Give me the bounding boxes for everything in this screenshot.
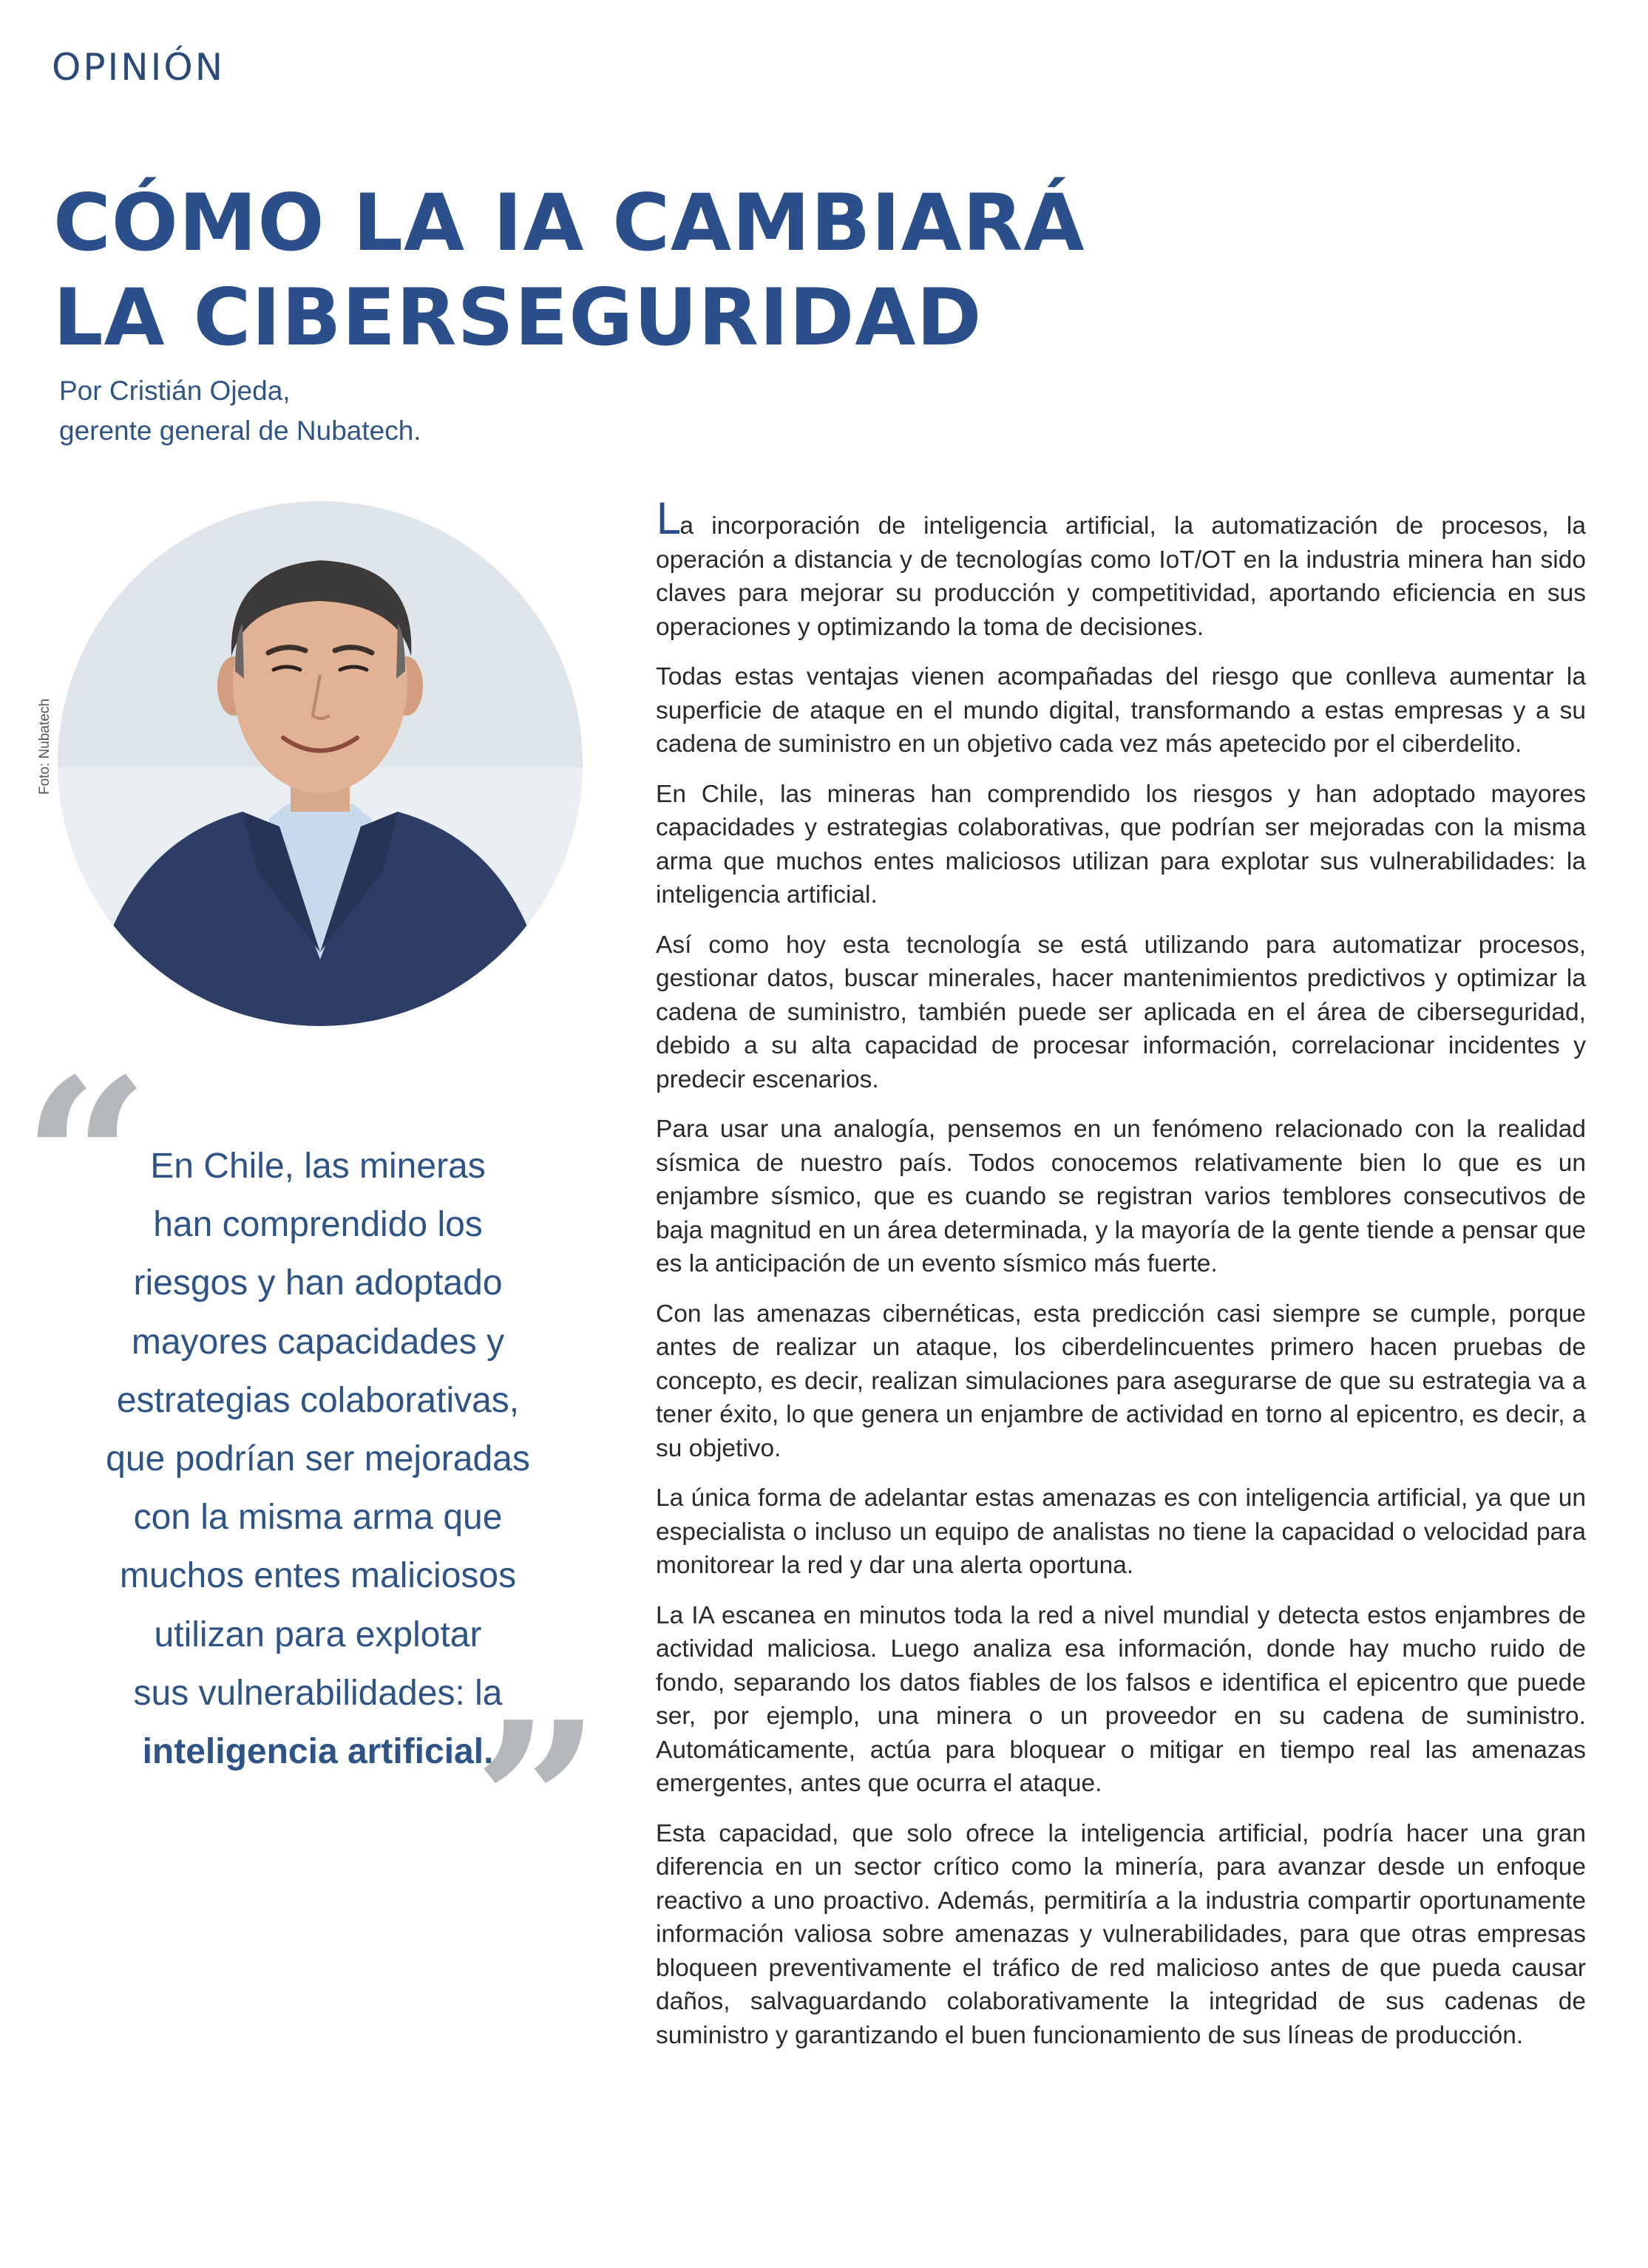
quote-close-icon: ” — [473, 1673, 601, 1934]
headline-line-1: CÓMO LA IA CAMBIARÁ — [53, 177, 1085, 268]
pull-quote-line: En Chile, las mineras — [150, 1147, 486, 1186]
body-paragraph: La IA escanea en minutos toda la red a nivel mundial y detecta estos enjambres de actividad maliciosa. Luego analiza esa información, donde hay mucho ruido de fondo, separando los datos fiables de los falsos e identifica el epicentro que puede ser, por ejemplo, una minera o un proveedor en su cadena de suministro. Automáticamente, actúa para bloquear o mitigar en tiempo real las amenazas emergentes, antes que ocurra el ataque. — [656, 1601, 1586, 1797]
body-paragraph: Con las amenazas cibernéticas, esta predicción casi siempre se cumple, porque antes de realizar un ataque, los ciberdelincuentes primero hacen pruebas de concepto, es decir, realizan simulaciones para asegurarse de que su estrategia va a tener éxito, lo que genera un enjambre de actividad en torno al epicentro, es decir, a su objetivo. — [656, 1300, 1586, 1462]
body-paragraph: La única forma de adelantar estas amenazas es con inteligencia artificial, ya que un especialista o incluso un equipo de analistas no tiene la capacidad o velocidad para monitorear la red y dar una alerta oportuna. — [656, 1484, 1586, 1579]
pull-quote-line: que podrían ser mejoradas — [106, 1439, 530, 1479]
author-portrait-illustration — [58, 501, 583, 1026]
article-headline — [53, 176, 1085, 365]
author-photo — [58, 501, 583, 1026]
section-label: OPINIÓN — [52, 46, 226, 89]
pull-quote-emphasis: inteligencia artificial. — [142, 1732, 494, 1772]
pull-quote-line: estrategias colaborativas, — [116, 1380, 520, 1420]
body-paragraph: En Chile, las mineras han comprendido los riesgos y han adoptado mayores capacidades y estrategias colaborativas, que podrían ser mejoradas con la misma arma que muchos entes maliciosos utilizan para explotar sus vulnerabilidades: la inteligencia artificial. — [656, 780, 1586, 909]
pull-quote-line: riesgos y han adoptado — [133, 1263, 503, 1303]
byline — [59, 371, 421, 451]
body-paragraph: Esta capacidad, que solo ofrece la inteligencia artificial, podría hacer una gran diferencia en un sector crítico como la minería, para avanzar desde un enfoque reactivo a uno proactivo. Además, permitiría a la industria compartir oportunamente información valiosa sobre amenazas y vulnerabilidades, para que otras empresas bloqueen preventivamente el tráfico de red malicioso antes de que pueda causar daños, salvaguardando colaborativamente la integridad de sus cadenas de suministro y garantizando el buen funcionamiento de sus líneas de producción. — [656, 1819, 1586, 2049]
body-paragraph: Así como hoy esta tecnología se está utilizando para automatizar procesos, gestionar datos, buscar minerales, hacer mantenimientos predictivos y optimizar la cadena de suministro, también puede ser aplicada en el área de ciberseguridad, debido a su alta capacidad de procesar información, correlacionar incidentes y predecir escenarios. — [656, 931, 1586, 1093]
article-body — [656, 494, 1586, 2068]
headline-line-2: LA CIBERSEGURIDAD — [53, 272, 983, 363]
byline-author: Por Cristián Ojeda, — [59, 376, 291, 406]
pull-quote-line: mayores capacidades y — [131, 1322, 505, 1362]
body-paragraph: Todas estas ventajas vienen acompañadas del riesgo que conlleva aumentar la superficie de ataque en el mundo digital, transformando a estas empresas y a su cadena de suministro en un objetivo cada vez más apetecido por el ciberdelito. — [656, 663, 1586, 758]
pull-quote-line: han comprendido los — [153, 1205, 483, 1245]
byline-role: gerente general de Nubatech. — [59, 415, 421, 446]
body-paragraph: Para usar una analogía, pensemos en un fenómeno relacionado con la realidad sísmica de nuestro país. Todos conocemos relativamente bien lo que es un enjambre sísmico, que es cuando se registran varios temblores consecutivos de baja magnitud en un área determinada, y la mayoría de la gente tiende a pensar que es la anticipación de un evento sísmico más fuerte. — [656, 1116, 1586, 1277]
quote-open-icon: “ — [22, 1030, 150, 1291]
photo-credit: Foto: Nubatech — [37, 699, 52, 795]
pull-quote-line: sus vulnerabilidades: la — [133, 1673, 503, 1713]
pull-quote-line: utilizan para explotar — [154, 1615, 482, 1654]
body-paragraph: La incorporación de inteligencia artificial, la automatización de procesos, la operación a distancia y de tecnologías como IoT/OT en la industria minera han sido claves para mejorar su producción y competitividad, aportando eficiencia en sus operaciones y optimizando la toma de decisiones. — [656, 494, 1586, 641]
pull-quote-line: con la misma arma que — [133, 1498, 503, 1538]
pull-quote-line: muchos entes maliciosos — [119, 1556, 517, 1596]
